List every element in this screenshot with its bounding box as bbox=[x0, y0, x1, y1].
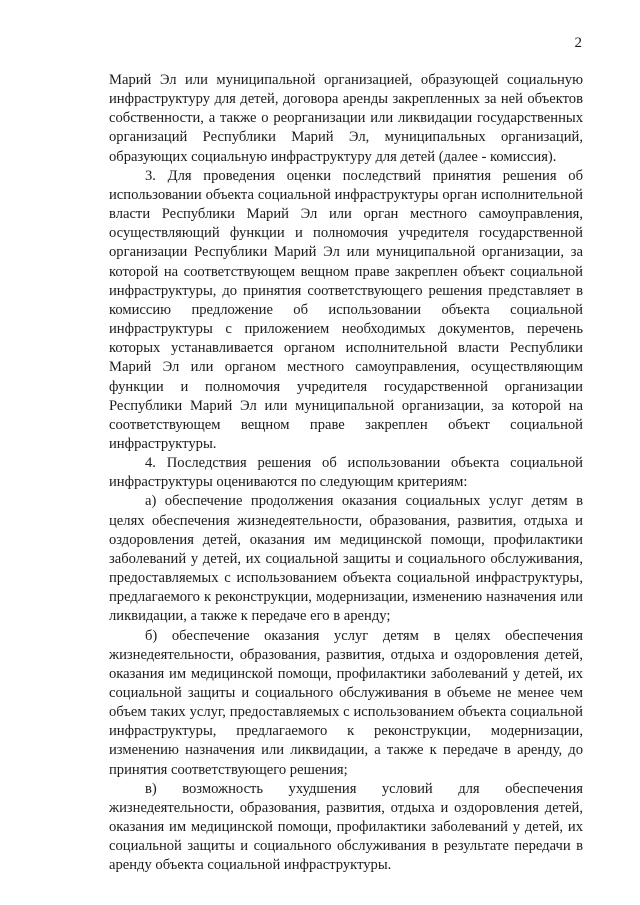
paragraph-continuation: Марий Эл или муниципальной организацией, образующей социальную инфраструктуру для детей, договора аренды закрепленных за ней объектов собственности, а также о реорганизации или ликвидации государственных организаций Республики Марий Эл, муниципальных организаций, образующих социальную инфраструктуру для детей (далее - комиссия). bbox=[109, 72, 583, 165]
paragraph-subitem-v: в) возможность ухудшения условий для обеспечения жизнедеятельности, образования, развития, отдыха и оздоровления детей, оказания им медицинской помощи, профилактики заболеваний у детей, их социальной защиты и социального обслуживания в результате передачи в аренду объекта социальной инфраструктуры. bbox=[109, 780, 583, 874]
paragraph-item-4: 4. Последствия решения об использовании объекта социальной инфраструктуры оцениваются по следующим критериям: bbox=[109, 455, 583, 491]
paragraph-subitem-b: б) обеспечение оказания услуг детям в целях обеспечения жизнедеятельности, образования, развития, отдыха и оздоровления детей, оказания им медицинской помощи, профилактики заболеваний у детей, их социальной защиты и социального обслуживания в объеме не менее чем объем таких услуг, предоставляемых с использованием объекта социальной инфраструктуры, предлагаемого к реконструкции, модернизации, изменению назначения или ликвидации, а также к передаче в аренду, до принятия соответствующего решения; bbox=[109, 627, 583, 778]
paragraph-item-3: 3. Для проведения оценки последствий принятия решения об использовании объекта социальной инфраструктуры орган исполнительной власти Республики Марий Эл или орган местного самоуправления, осуществляющий функции и полномочия учредителя государственной организации Республики Марий Эл или муниципальной организации, за которой на соответствующем вещном праве закреплен объект социальной инфраструктуры, до принятия соответствующего решения представляет в комиссию предложение об использовании объекта социальной инфраструктуры с приложением необходимых документов, перечень которых устанавливается органом исполнительной власти Республики Марий Эл или органом местного самоуправления, осуществляющим функции и полномочия учредителя государственной организации Республики Марий Эл или муниципальной организации, за которой на соответствующем вещном праве закреплен объект социальной инфраструктуры. bbox=[109, 167, 583, 452]
page-number: 2 bbox=[574, 35, 582, 51]
paragraph-subitem-a: а) обеспечение продолжения оказания социальных услуг детям в целях обеспечения жизнедеятельности, образования, развития, отдыха и оздоровления детей, оказания им медицинской помощи, профилактики заболеваний у детей, их социальной защиты и социального обслуживания, предоставляемых с использованием объекта социальной инфраструктуры, предлагаемого к реконструкции, модернизации, изменению назначения или ликвидации, а также к передаче его в аренду; bbox=[109, 493, 583, 625]
document-body bbox=[109, 71, 583, 876]
